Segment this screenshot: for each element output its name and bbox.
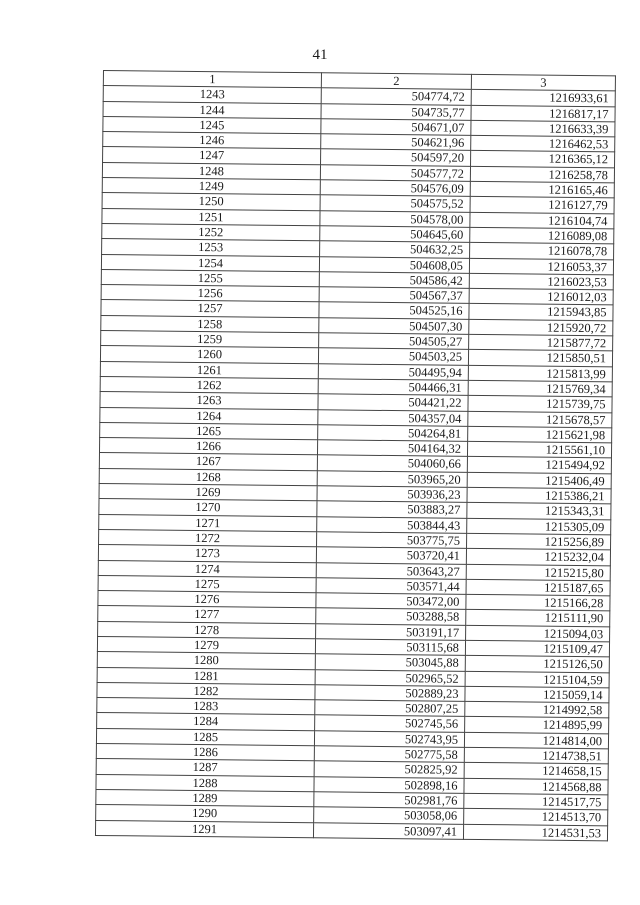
point-number-cell: 1245: [103, 116, 321, 134]
y-coordinate-cell: 1215111,90: [466, 610, 610, 627]
y-coordinate-cell: 1216078,78: [470, 243, 614, 260]
y-coordinate-cell: 1216365,12: [471, 151, 615, 168]
x-coordinate-cell: 503720,41: [316, 547, 466, 564]
point-number-cell: 1286: [96, 744, 314, 762]
y-coordinate-cell: 1215126,50: [465, 656, 609, 673]
x-coordinate-cell: 502825,92: [314, 761, 464, 778]
point-number-cell: 1252: [102, 223, 320, 241]
y-coordinate-cell: 1215678,57: [468, 411, 612, 428]
point-number-cell: 1262: [100, 376, 318, 394]
y-coordinate-cell: 1215104,59: [465, 671, 609, 688]
x-coordinate-cell: 504357,04: [318, 409, 468, 426]
y-coordinate-cell: 1215215,80: [466, 564, 610, 581]
point-number-cell: 1260: [100, 346, 318, 364]
x-coordinate-cell: 503775,75: [317, 532, 467, 549]
y-coordinate-cell: 1216633,39: [471, 120, 615, 137]
point-number-cell: 1288: [96, 774, 314, 792]
point-number-cell: 1281: [97, 667, 315, 685]
table-body: [95, 71, 615, 841]
x-coordinate-cell: 504060,66: [317, 455, 467, 472]
y-coordinate-cell: 1215059,14: [465, 686, 609, 703]
y-coordinate-cell: 1215769,34: [468, 380, 612, 397]
point-number-cell: 1253: [102, 239, 320, 257]
y-coordinate-cell: 1215494,92: [467, 457, 611, 474]
y-coordinate-cell: 1215943,85: [469, 304, 613, 321]
y-coordinate-cell: 1215232,04: [466, 549, 610, 566]
x-coordinate-cell: 504632,25: [320, 241, 470, 258]
x-coordinate-cell: 504421,22: [318, 394, 468, 411]
point-number-cell: 1250: [102, 193, 320, 211]
x-coordinate-cell: 504586,42: [319, 272, 469, 289]
x-coordinate-cell: 503965,20: [317, 470, 467, 487]
point-number-cell: 1278: [98, 621, 316, 639]
y-coordinate-cell: 1216817,17: [471, 105, 615, 122]
y-coordinate-cell: 1215343,31: [467, 503, 611, 520]
point-number-cell: 1279: [97, 636, 315, 654]
x-coordinate-cell: 503191,17: [316, 623, 466, 640]
x-coordinate-cell: 503288,58: [316, 608, 466, 625]
x-coordinate-cell: 503643,27: [316, 562, 466, 579]
point-number-cell: 1271: [99, 514, 317, 532]
x-coordinate-cell: 504597,20: [321, 149, 471, 166]
y-coordinate-cell: 1214738,51: [464, 747, 608, 764]
x-coordinate-cell: 504505,27: [319, 333, 469, 350]
x-coordinate-cell: 504466,31: [318, 379, 468, 396]
y-coordinate-cell: 1215256,89: [467, 533, 611, 550]
y-coordinate-cell: 1216053,37: [469, 258, 613, 275]
y-coordinate-cell: 1215561,10: [467, 441, 611, 458]
point-number-cell: 1274: [98, 560, 316, 578]
x-coordinate-cell: 504575,52: [320, 195, 470, 212]
y-coordinate-cell: 1215406,49: [467, 472, 611, 489]
y-coordinate-cell: 1214568,88: [464, 778, 608, 795]
x-coordinate-cell: 503472,00: [316, 593, 466, 610]
y-coordinate-cell: 1216012,03: [469, 289, 613, 306]
point-number-cell: 1291: [95, 820, 313, 838]
point-number-cell: 1273: [98, 545, 316, 563]
point-number-cell: 1256: [101, 285, 319, 303]
x-coordinate-cell: 504576,09: [320, 180, 470, 197]
x-coordinate-cell: 502775,58: [314, 746, 464, 763]
point-number-cell: 1280: [97, 652, 315, 670]
point-number-cell: 1266: [99, 438, 317, 456]
x-coordinate-cell: 503097,41: [313, 822, 463, 839]
point-number-cell: 1248: [102, 162, 320, 180]
x-coordinate-cell: 502889,23: [315, 685, 465, 702]
x-coordinate-cell: 504567,37: [319, 287, 469, 304]
point-number-cell: 1267: [99, 453, 317, 471]
point-number-cell: 1247: [103, 147, 321, 165]
y-coordinate-cell: 1215813,99: [468, 365, 612, 382]
point-number-cell: 1282: [97, 682, 315, 700]
y-coordinate-cell: 1215877,72: [469, 334, 613, 351]
x-coordinate-cell: 502745,56: [315, 715, 465, 732]
point-number-cell: 1259: [101, 331, 319, 349]
y-coordinate-cell: 1215850,51: [468, 350, 612, 367]
x-coordinate-cell: 504503,25: [318, 348, 468, 365]
y-coordinate-cell: 1214992,58: [465, 701, 609, 718]
x-coordinate-cell: 504577,72: [320, 165, 470, 182]
point-number-cell: 1285: [96, 728, 314, 746]
point-number-cell: 1269: [99, 483, 317, 501]
y-coordinate-cell: 1216104,74: [470, 212, 614, 229]
point-number-cell: 1284: [97, 713, 315, 731]
column-header-1: 1: [103, 71, 321, 89]
y-coordinate-cell: 1214658,15: [464, 763, 608, 780]
x-coordinate-cell: 502898,16: [314, 776, 464, 793]
y-coordinate-cell: 1216165,46: [470, 181, 614, 198]
y-coordinate-cell: 1216258,78: [470, 166, 614, 183]
y-coordinate-cell: 1215386,21: [467, 487, 611, 504]
y-coordinate-cell: 1214513,70: [464, 809, 608, 826]
y-coordinate-cell: 1215187,65: [466, 579, 610, 596]
point-number-cell: 1257: [101, 300, 319, 318]
y-coordinate-cell: 1215109,47: [465, 640, 609, 657]
column-header-2: 2: [321, 73, 471, 90]
point-number-cell: 1272: [99, 529, 317, 547]
x-coordinate-cell: 504578,00: [320, 210, 470, 227]
x-coordinate-cell: 503936,23: [317, 486, 467, 503]
coordinates-table: [95, 70, 616, 841]
point-number-cell: 1268: [99, 468, 317, 486]
y-coordinate-cell: 1216023,53: [469, 273, 613, 290]
point-number-cell: 1277: [98, 606, 316, 624]
point-number-cell: 1243: [103, 86, 321, 104]
x-coordinate-cell: 504645,60: [320, 226, 470, 243]
x-coordinate-cell: 502807,25: [315, 700, 465, 717]
x-coordinate-cell: 503045,88: [315, 654, 465, 671]
x-coordinate-cell: 504671,07: [321, 119, 471, 136]
point-number-cell: 1283: [97, 698, 315, 716]
x-coordinate-cell: 504774,72: [321, 88, 471, 105]
x-coordinate-cell: 504495,94: [318, 363, 468, 380]
x-coordinate-cell: 504264,81: [318, 425, 468, 442]
page-number: 41: [312, 47, 328, 63]
y-coordinate-cell: 1215305,09: [467, 518, 611, 535]
point-number-cell: 1265: [100, 422, 318, 440]
y-coordinate-cell: 1216933,61: [471, 90, 615, 107]
point-number-cell: 1255: [101, 269, 319, 287]
point-number-cell: 1251: [102, 208, 320, 226]
y-coordinate-cell: 1214814,00: [464, 732, 608, 749]
point-number-cell: 1287: [96, 759, 314, 777]
x-coordinate-cell: 504621,96: [321, 134, 471, 151]
x-coordinate-cell: 503058,06: [314, 807, 464, 824]
coordinates-table-container: [95, 70, 615, 841]
point-number-cell: 1244: [103, 101, 321, 119]
point-number-cell: 1263: [100, 392, 318, 410]
x-coordinate-cell: 504507,30: [319, 318, 469, 335]
x-coordinate-cell: 502981,76: [314, 792, 464, 809]
point-number-cell: 1249: [102, 178, 320, 196]
y-coordinate-cell: 1215621,98: [468, 426, 612, 443]
x-coordinate-cell: 502965,52: [315, 669, 465, 686]
column-header-3: 3: [471, 74, 615, 91]
y-coordinate-cell: 1214895,99: [465, 717, 609, 734]
point-number-cell: 1289: [96, 789, 314, 807]
point-number-cell: 1264: [100, 407, 318, 425]
y-coordinate-cell: 1215920,72: [469, 319, 613, 336]
point-number-cell: 1261: [100, 361, 318, 379]
y-coordinate-cell: 1216127,79: [470, 197, 614, 214]
y-coordinate-cell: 1215166,28: [466, 594, 610, 611]
x-coordinate-cell: 503571,44: [316, 578, 466, 595]
point-number-cell: 1246: [103, 132, 321, 150]
point-number-cell: 1290: [96, 805, 314, 823]
x-coordinate-cell: 504735,77: [321, 103, 471, 120]
point-number-cell: 1276: [98, 591, 316, 609]
y-coordinate-cell: 1216462,53: [471, 136, 615, 153]
y-coordinate-cell: 1215739,75: [468, 396, 612, 413]
x-coordinate-cell: 503844,43: [317, 516, 467, 533]
x-coordinate-cell: 502743,95: [314, 731, 464, 748]
y-coordinate-cell: 1216089,08: [470, 227, 614, 244]
x-coordinate-cell: 503115,68: [315, 639, 465, 656]
x-coordinate-cell: 504608,05: [319, 256, 469, 273]
point-number-cell: 1254: [101, 254, 319, 272]
y-coordinate-cell: 1214517,75: [464, 793, 608, 810]
point-number-cell: 1270: [99, 499, 317, 517]
y-coordinate-cell: 1214531,53: [463, 824, 607, 841]
x-coordinate-cell: 503883,27: [317, 501, 467, 518]
point-number-cell: 1258: [101, 315, 319, 333]
x-coordinate-cell: 504164,32: [317, 440, 467, 457]
y-coordinate-cell: 1215094,03: [466, 625, 610, 642]
x-coordinate-cell: 504525,16: [319, 302, 469, 319]
point-number-cell: 1275: [98, 575, 316, 593]
